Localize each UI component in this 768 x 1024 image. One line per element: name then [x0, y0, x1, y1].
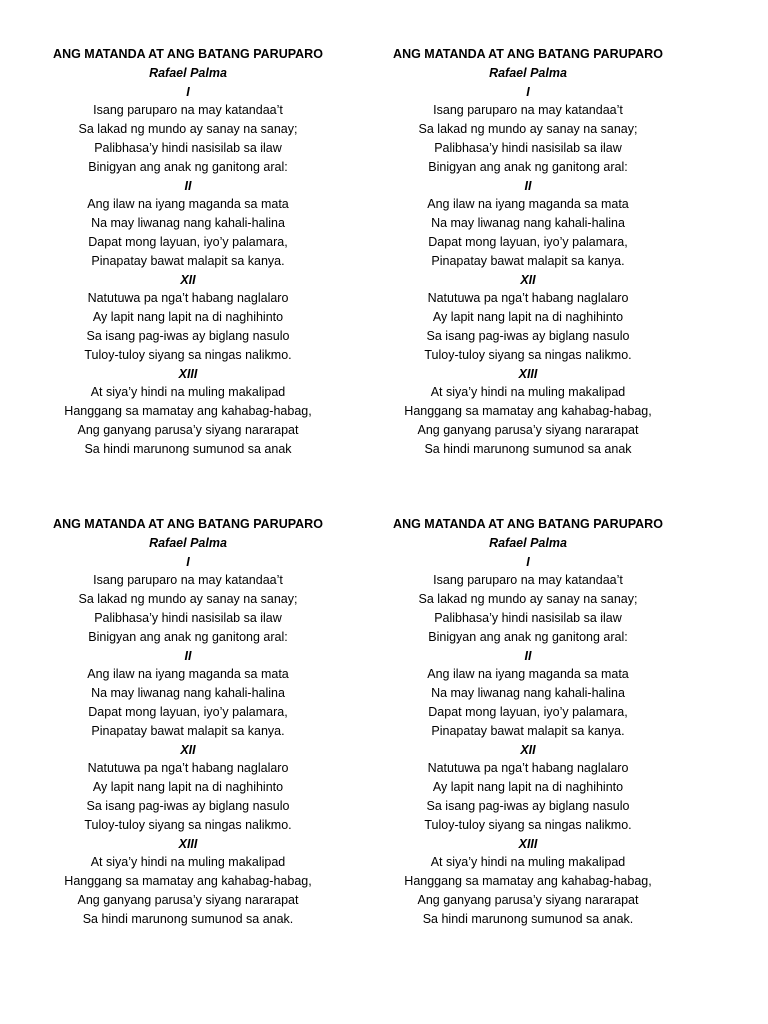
poem-block — [38, 515, 338, 929]
poem-title: ANG MATANDA AT ANG BATANG PARUPARO — [393, 47, 663, 61]
stanza-numeral: XII — [180, 272, 196, 287]
stanza-numeral: II — [184, 648, 192, 663]
poem-line: Tuloy-tuloy siyang sa ningas nalikmo. — [84, 347, 292, 362]
poem-line: Palibhasa’y hindi nasisilab sa ilaw — [434, 140, 622, 155]
stanza-numeral: II — [524, 178, 532, 193]
poem-stanzas — [378, 553, 678, 929]
poem-title: ANG MATANDA AT ANG BATANG PARUPARO — [393, 517, 663, 531]
poem-line: Sa hindi marunong sumunod sa anak. — [82, 911, 294, 926]
stanza-numeral: XIII — [518, 366, 538, 381]
poem-stanzas — [38, 83, 338, 459]
poem-line: Dapat mong layuan, iyo’y palamara, — [88, 234, 288, 249]
poem-line: At siya’y hindi na muling makalipad — [430, 855, 626, 870]
poem-line: Isang paruparo na may katandaa’t — [433, 573, 623, 588]
poem-line: Sa hindi marunong sumunod sa anak. — [422, 911, 634, 926]
poem-author: Rafael Palma — [149, 535, 227, 550]
poem-stanzas — [38, 553, 338, 929]
poem-line: Pinapatay bawat malapit sa kanya. — [91, 253, 285, 268]
poem-line: Natutuwa pa nga’t habang naglalaro — [427, 291, 629, 306]
poem-line: Isang paruparo na may katandaa’t — [93, 103, 283, 118]
poem-line: Ang ganyang parusa’y siyang nararapat — [77, 892, 299, 907]
stanza-numeral: XIII — [518, 836, 538, 851]
poem-line: Pinapatay bawat malapit sa kanya. — [91, 723, 285, 738]
poem-line: Binigyan ang anak ng ganitong aral: — [88, 629, 288, 644]
poem-line: Ang ilaw na iyang maganda sa mata — [427, 667, 629, 682]
poem-line: Sa hindi marunong sumunod sa anak — [424, 441, 632, 456]
poem-line: Hanggang sa mamatay ang kahabag-habag, — [64, 404, 312, 419]
poem-line: At siya’y hindi na muling makalipad — [430, 385, 626, 400]
poem-line: Sa lakad ng mundo ay sanay na sanay; — [78, 592, 298, 607]
poem-line: Sa isang pag-iwas ay biglang nasulo — [86, 328, 290, 343]
poem-line: Tuloy-tuloy siyang sa ningas nalikmo. — [424, 347, 632, 362]
poem-line: Ang ilaw na iyang maganda sa mata — [427, 197, 629, 212]
poem-block — [38, 45, 338, 459]
poem-line: At siya’y hindi na muling makalipad — [90, 385, 286, 400]
poem-line: Pinapatay bawat malapit sa kanya. — [431, 253, 625, 268]
stanza-numeral: II — [184, 178, 192, 193]
poem-line: Pinapatay bawat malapit sa kanya. — [431, 723, 625, 738]
poem-title: ANG MATANDA AT ANG BATANG PARUPARO — [53, 47, 323, 61]
poem-line: Hanggang sa mamatay ang kahabag-habag, — [404, 874, 652, 889]
poem-line: Ay lapit nang lapit na di naghihinto — [92, 310, 284, 325]
poem-line: Ang ilaw na iyang maganda sa mata — [87, 197, 289, 212]
poem-author: Rafael Palma — [489, 535, 567, 550]
poem-line: Palibhasa’y hindi nasisilab sa ilaw — [94, 140, 282, 155]
poem-line: Sa hindi marunong sumunod sa anak — [84, 441, 292, 456]
poem-stanzas — [378, 83, 678, 459]
poem-line: Sa lakad ng mundo ay sanay na sanay; — [418, 592, 638, 607]
poem-line: Dapat mong layuan, iyo’y palamara, — [88, 704, 288, 719]
poem-line: Hanggang sa mamatay ang kahabag-habag, — [64, 874, 312, 889]
poem-line: Palibhasa’y hindi nasisilab sa ilaw — [434, 610, 622, 625]
poem-block — [378, 45, 678, 459]
poem-line: Dapat mong layuan, iyo’y palamara, — [428, 704, 628, 719]
poem-line: Na may liwanag nang kahali-halina — [91, 216, 285, 231]
poem-author: Rafael Palma — [149, 65, 227, 80]
poem-line: At siya’y hindi na muling makalipad — [90, 855, 286, 870]
stanza-numeral: I — [526, 554, 530, 569]
stanza-numeral: I — [186, 84, 190, 99]
poem-line: Ang ilaw na iyang maganda sa mata — [87, 667, 289, 682]
poem-line: Sa isang pag-iwas ay biglang nasulo — [86, 798, 290, 813]
poem-line: Ay lapit nang lapit na di naghihinto — [432, 780, 624, 795]
poem-block — [378, 515, 678, 929]
poem-line: Na may liwanag nang kahali-halina — [431, 216, 625, 231]
poem-line: Hanggang sa mamatay ang kahabag-habag, — [404, 404, 652, 419]
poem-line: Natutuwa pa nga’t habang naglalaro — [427, 761, 629, 776]
stanza-numeral: XIII — [178, 366, 198, 381]
stanza-numeral: I — [186, 554, 190, 569]
poem-title: ANG MATANDA AT ANG BATANG PARUPARO — [53, 517, 323, 531]
poem-line: Ang ganyang parusa’y siyang nararapat — [77, 422, 299, 437]
poem-line: Binigyan ang anak ng ganitong aral: — [428, 629, 628, 644]
stanza-numeral: I — [526, 84, 530, 99]
poem-line: Ay lapit nang lapit na di naghihinto — [92, 780, 284, 795]
poem-author: Rafael Palma — [489, 65, 567, 80]
poem-line: Ay lapit nang lapit na di naghihinto — [432, 310, 624, 325]
poem-line: Ang ganyang parusa’y siyang nararapat — [417, 422, 639, 437]
poem-line: Na may liwanag nang kahali-halina — [91, 686, 285, 701]
poem-line: Binigyan ang anak ng ganitong aral: — [428, 159, 628, 174]
poem-line: Sa lakad ng mundo ay sanay na sanay; — [418, 122, 638, 137]
poem-line: Natutuwa pa nga’t habang naglalaro — [87, 291, 289, 306]
stanza-numeral: XII — [180, 742, 196, 757]
stanza-numeral: XII — [520, 742, 536, 757]
stanza-numeral: XII — [520, 272, 536, 287]
poem-line: Dapat mong layuan, iyo’y palamara, — [428, 234, 628, 249]
poem-line: Binigyan ang anak ng ganitong aral: — [88, 159, 288, 174]
poem-line: Sa isang pag-iwas ay biglang nasulo — [426, 798, 630, 813]
stanza-numeral: II — [524, 648, 532, 663]
poem-line: Tuloy-tuloy siyang sa ningas nalikmo. — [424, 817, 632, 832]
poem-line: Tuloy-tuloy siyang sa ningas nalikmo. — [84, 817, 292, 832]
poem-line: Na may liwanag nang kahali-halina — [431, 686, 625, 701]
poem-line: Ang ganyang parusa’y siyang nararapat — [417, 892, 639, 907]
poem-line: Sa lakad ng mundo ay sanay na sanay; — [78, 122, 298, 137]
poem-line: Palibhasa’y hindi nasisilab sa ilaw — [94, 610, 282, 625]
poem-line: Isang paruparo na may katandaa’t — [433, 103, 623, 118]
poem-line: Natutuwa pa nga’t habang naglalaro — [87, 761, 289, 776]
poem-line: Sa isang pag-iwas ay biglang nasulo — [426, 328, 630, 343]
stanza-numeral: XIII — [178, 836, 198, 851]
poem-line: Isang paruparo na may katandaa’t — [93, 573, 283, 588]
